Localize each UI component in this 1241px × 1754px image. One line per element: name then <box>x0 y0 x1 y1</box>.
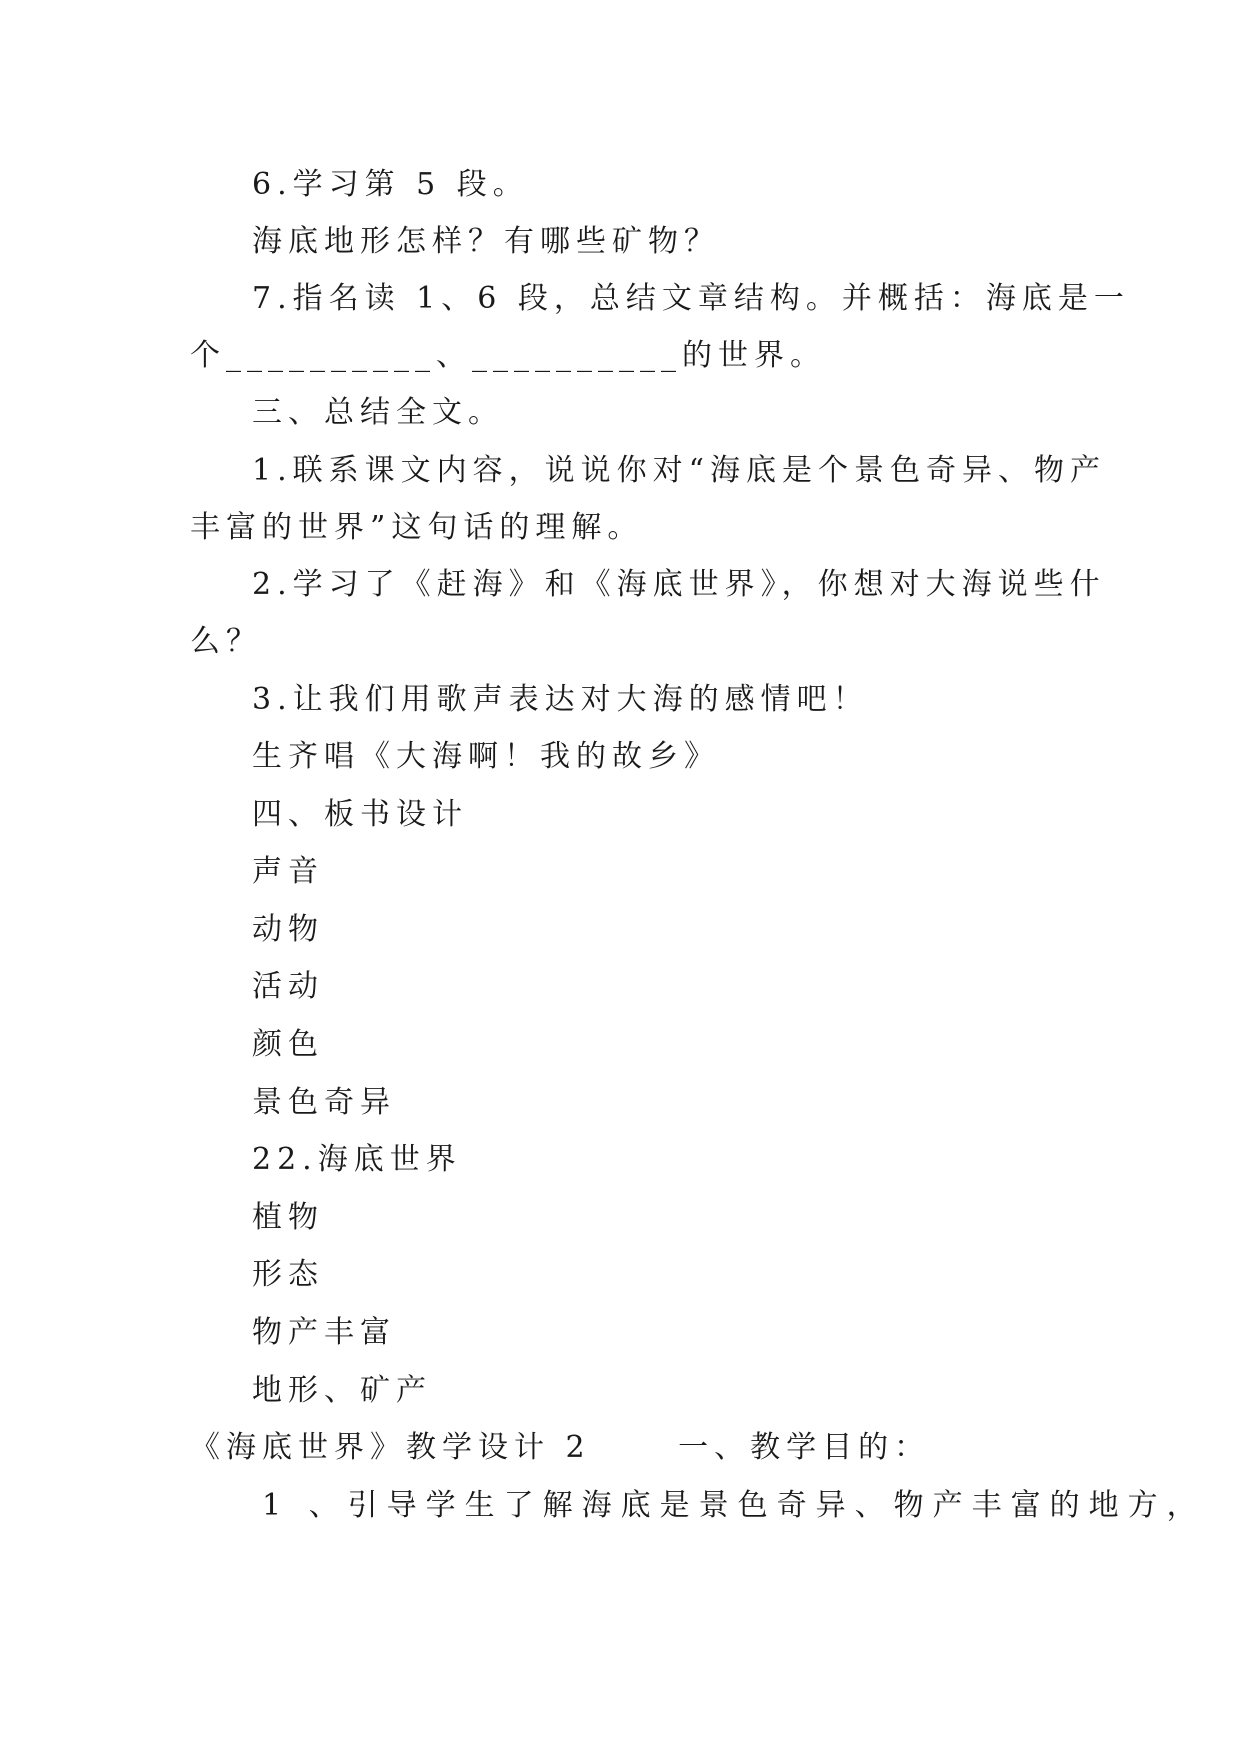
section-heading: 三、总结全文。 <box>252 395 504 430</box>
board-title: 22.海底世界 <box>252 1142 462 1177</box>
text-line: 么？ <box>190 624 262 659</box>
text-line: 6.学习第 5 段。 <box>252 167 529 202</box>
board-item: 植物 <box>252 1200 324 1235</box>
board-item: 声音 <box>252 854 324 889</box>
text-line: 海底地形怎样？有哪些矿物？ <box>252 224 720 259</box>
section-title: 《海底世界》教学设计 2 一、教学目的： <box>190 1430 931 1465</box>
board-item: 形态 <box>252 1257 324 1292</box>
board-item: 景色奇异 <box>252 1085 396 1120</box>
section-heading: 四、板书设计 <box>252 797 468 832</box>
board-item: 颜色 <box>252 1027 324 1062</box>
text-line: 1 、引导学生了解海底是景色奇异、物产丰富的地方， <box>262 1488 1206 1523</box>
text-line: 7.指名读 1、6 段，总结文章结构。并概括：海底是一 <box>252 281 1130 316</box>
text-line: 3.让我们用歌声表达对大海的感情吧！ <box>252 682 869 717</box>
text-line: 1.联系课文内容，说说你对“海底是个景色奇异、物产 <box>252 453 1106 488</box>
text-line: 生齐唱《大海啊！我的故乡》 <box>252 739 720 774</box>
text-line: 2.学习了《赶海》和《海底世界》，你想对大海说些什 <box>252 567 1106 602</box>
text-line: 丰富的世界”这句话的理解。 <box>190 510 644 545</box>
board-item: 物产丰富 <box>252 1315 396 1350</box>
board-item: 地形、矿产 <box>252 1373 432 1408</box>
board-item: 动物 <box>252 912 324 947</box>
text-line: 个__________、__________的世界。 <box>190 338 826 373</box>
board-item: 活动 <box>252 969 324 1004</box>
